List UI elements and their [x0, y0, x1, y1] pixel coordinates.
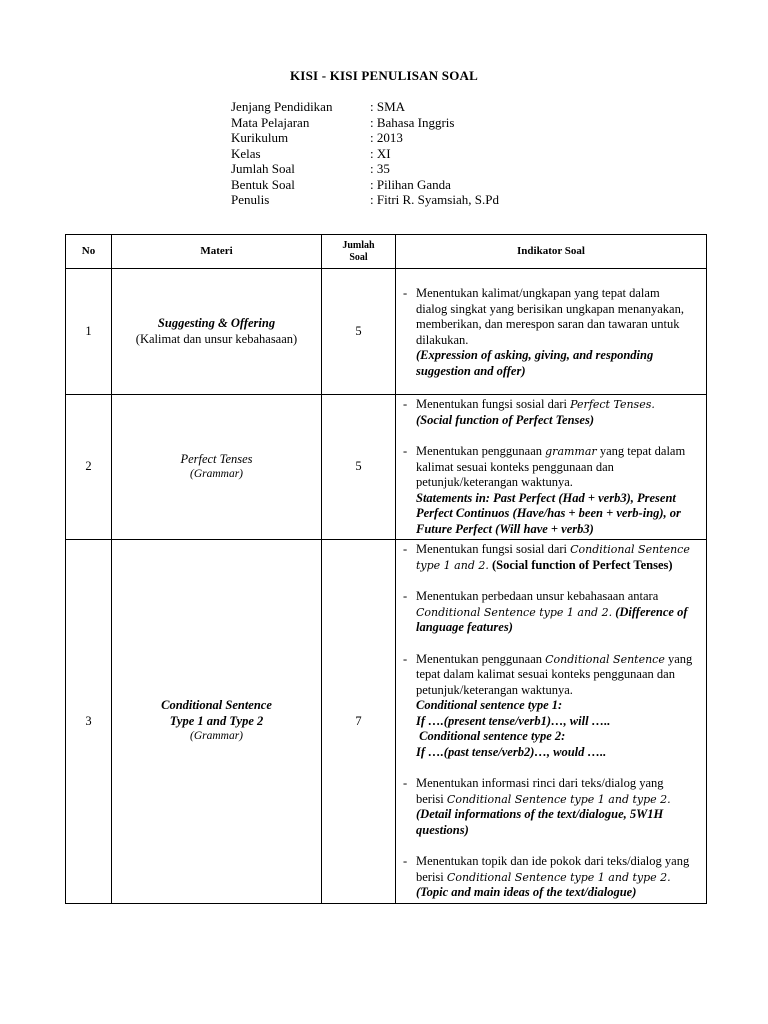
indicator-english: (Topic and main ideas of the text/dialogue)	[416, 885, 637, 899]
indicator-english: (Social function of Perfect Tenses)	[491, 557, 673, 572]
meta-label: Kurikulum	[231, 130, 289, 145]
meta-row	[231, 99, 499, 115]
table-row	[66, 395, 707, 540]
indicator-item	[403, 444, 694, 537]
header-indikator: Indikator Soal	[396, 235, 707, 269]
table-header-row	[66, 235, 707, 269]
meta-label: Penulis	[231, 192, 270, 207]
indicator-text: Menentukan fungsi sosial dari	[416, 397, 571, 411]
meta-block	[231, 99, 499, 208]
header-jumlah-line1: Jumlah	[342, 239, 375, 251]
meta-value: : Bahasa Inggris	[370, 114, 455, 130]
materi-title-line1: Conditional Sentence	[161, 698, 272, 712]
meta-label: Jumlah Soal	[231, 161, 295, 176]
header-no: No	[66, 235, 112, 269]
row-materi	[112, 395, 322, 540]
row-jumlah: 5	[322, 269, 396, 395]
row-indikator	[396, 269, 707, 395]
bullet-dash: -	[403, 776, 408, 790]
indicator-term: Conditional Sentence	[545, 652, 665, 666]
meta-label: Kelas	[231, 145, 261, 161]
bullet-dash: -	[403, 651, 408, 666]
indicator-item	[403, 854, 694, 901]
indicator-text: Menentukan penggunaan	[416, 651, 546, 666]
meta-row	[231, 146, 499, 162]
indicator-text-cont: yang tepat dalam kalimat sesuai konteks penggunaan dan petunjuk/keterangan waktunya.	[416, 651, 693, 697]
indicator-item	[403, 286, 694, 379]
bullet-dash: -	[403, 542, 408, 556]
indicator-formula: If ….(past tense/verb2)…, would …..	[416, 744, 607, 759]
indicator-item	[403, 776, 694, 838]
row-materi	[112, 269, 322, 395]
materi-subtitle: (Grammar)	[189, 468, 244, 480]
meta-label: Bentuk Soal	[231, 176, 295, 192]
bullet-dash: -	[403, 397, 408, 411]
indicator-item	[403, 652, 694, 761]
meta-row	[231, 130, 499, 146]
document-title: KISI - KISI PENULISAN SOAL	[290, 68, 478, 83]
indicator-term: Conditional Sentence type 1 and type 2.	[446, 870, 671, 884]
indicator-english: (Expression of asking, giving, and responding suggestion and offer)	[416, 348, 654, 378]
meta-value: : 35	[370, 161, 390, 176]
materi-subtitle: (Kalimat dan unsur kebahasaan)	[135, 331, 298, 346]
indicator-term: Conditional Sentence type 1 and type 2.	[446, 792, 671, 806]
bullet-dash: -	[403, 589, 408, 603]
indicator-text-cont: yang tepat dalam kalimat sesuai konteks penggunaan dan petunjuk/keterangan waktunya.	[416, 444, 686, 489]
materi-title: Suggesting & Offering	[157, 316, 276, 330]
materi-title: Perfect Tenses	[180, 451, 253, 466]
row-no: 3	[66, 540, 112, 904]
kisi-table	[65, 234, 707, 904]
meta-value: : XI	[370, 145, 391, 161]
table-row	[66, 540, 707, 904]
indicator-term: grammar	[545, 445, 597, 458]
indicator-formula: Conditional sentence type 2:	[416, 729, 566, 743]
indicator-formula: If ….(present tense/verb1)…, will …..	[416, 713, 611, 728]
indicator-text: Menentukan kalimat/ungkapan yang tepat dalam dialog singkat yang berisikan ungkapan menanyakan, memberikan, dan merespon saran dan tawaran untuk dilakukan.	[416, 286, 684, 347]
meta-row	[231, 161, 499, 177]
meta-row	[231, 192, 499, 208]
row-jumlah: 5	[322, 395, 396, 540]
indicator-text: Menentukan topik dan ide pokok dari teks/dialog yang berisi	[416, 854, 690, 884]
indicator-term: Conditional Sentence type 1 and 2.	[416, 605, 613, 619]
table-row	[66, 269, 707, 395]
indicator-formula: Conditional sentence type 1:	[416, 698, 563, 712]
row-materi	[112, 540, 322, 904]
meta-label: Jenjang Pendidikan	[231, 99, 333, 114]
row-no: 2	[66, 395, 112, 540]
indicator-text: Menentukan fungsi sosial dari	[416, 542, 571, 556]
indicator-english: (Detail informations of the text/dialogue, 5W1H questions)	[416, 807, 664, 837]
meta-value: : SMA	[370, 99, 406, 114]
bullet-dash: -	[403, 444, 408, 458]
indicator-item	[403, 397, 694, 428]
row-no: 1	[66, 269, 112, 395]
row-indikator	[396, 395, 707, 540]
meta-value: : Fitri R. Syamsiah, S.Pd	[370, 192, 499, 207]
indicator-english: (Difference of language features)	[416, 604, 688, 634]
indicator-term: Perfect Tenses.	[570, 398, 655, 411]
meta-value: : 2013	[370, 130, 403, 145]
materi-title-line2: Type 1 and Type 2	[169, 713, 264, 728]
indicator-text: Menentukan informasi rinci dari teks/dialog yang berisi	[416, 776, 664, 806]
indicator-item	[403, 542, 694, 573]
indicator-english: (Social function of Perfect Tenses)	[416, 412, 594, 427]
indicator-english: Statements in: Past Perfect (Had + verb3), Present Perfect Continuos (Have/has + been + verb-ing), or Future Perfect (Will have + verb3)	[416, 490, 681, 536]
bullet-dash: -	[403, 286, 408, 300]
indicator-text: Menentukan perbedaan unsur kebahasaan antara	[416, 589, 659, 603]
meta-value: : Pilihan Ganda	[370, 176, 451, 192]
bullet-dash: -	[403, 854, 408, 868]
indicator-term: Conditional Sentence type 1 and 2.	[416, 543, 690, 572]
meta-row	[231, 177, 499, 193]
indicator-text: Menentukan penggunaan	[416, 444, 546, 458]
row-jumlah: 7	[322, 540, 396, 904]
row-indikator	[396, 540, 707, 904]
header-materi: Materi	[112, 235, 322, 269]
header-jumlah-line2: Soal	[349, 251, 368, 263]
materi-subtitle: (Grammar)	[189, 730, 244, 742]
meta-row	[231, 115, 499, 131]
indicator-item	[403, 589, 694, 636]
meta-label: Mata Pelajaran	[231, 114, 310, 130]
header-jumlah-soal	[322, 235, 396, 269]
